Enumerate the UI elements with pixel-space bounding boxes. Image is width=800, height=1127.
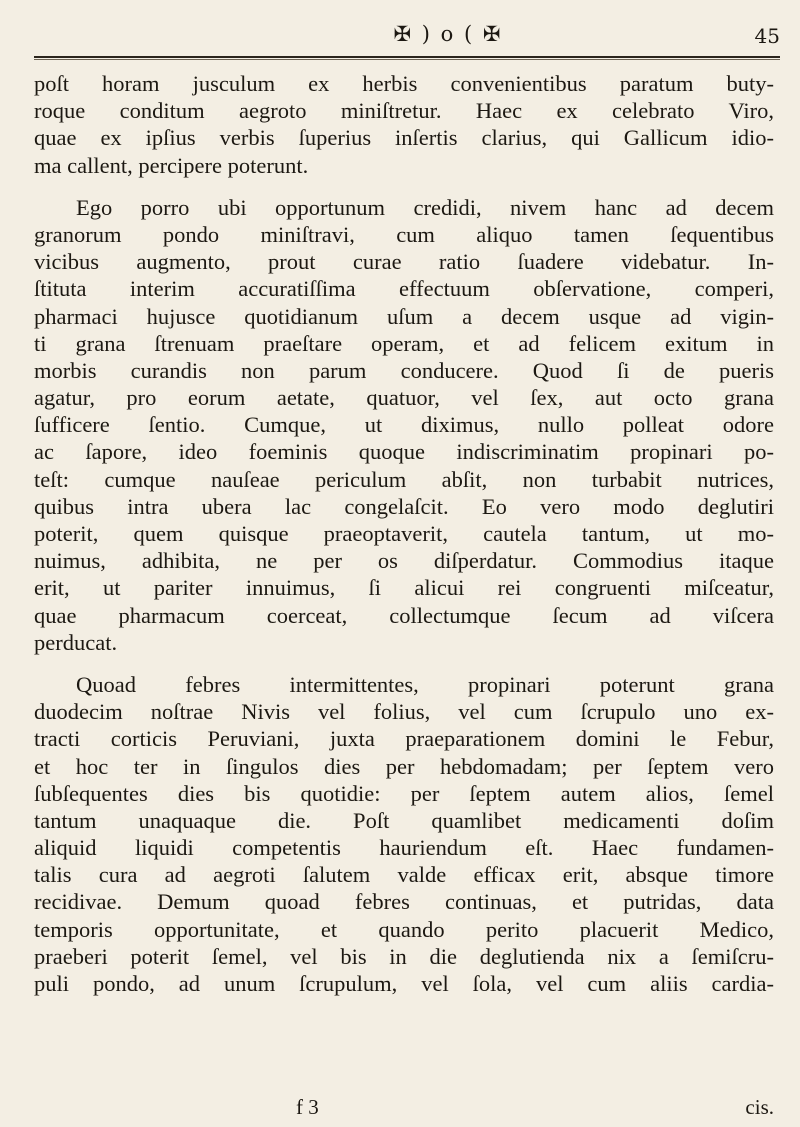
paragraph-1 [34, 70, 774, 179]
text-line: Quoad febres intermittentes, propinari poterunt grana [76, 671, 774, 697]
text-line: ſubſequentes dies bis quotidie: per ſeptem autem alios, ſemel [34, 780, 774, 806]
header-ornament: ✠ ) o ( ✠ [393, 22, 503, 46]
text-line: ſtituta interim accuratiſſima effectuum obſervatione, comperi, [34, 276, 774, 302]
text-line: Ego porro ubi opportunum credidi, nivem hanc ad decem [76, 194, 774, 220]
text-line: et hoc ter in ſingulos dies per hebdomadam; per ſeptem vero [34, 753, 774, 779]
text-line: talis cura ad aegroti ſalutem valde efficax erit, absque timore [34, 862, 774, 888]
text-line: erit, ut pariter innuimus, ſi alicui rei congruenti miſceatur, [34, 575, 774, 601]
page-number: 45 [754, 24, 780, 48]
text-line: tracti corticis Peruviani, juxta praeparationem domini le Febur, [34, 726, 774, 752]
text-line: quae ex ipſius verbis ſuperius inſertis clarius, qui Gallicum idio- [34, 125, 774, 151]
text-line: praeberi poterit ſemel, vel bis in die deglutienda nix a ſemiſcru- [34, 943, 774, 969]
text-line: quibus intra ubera lac congelaſcit. Eo vero modo deglutiri [34, 493, 774, 519]
text-line: ſufficere ſentio. Cumque, ut diximus, nullo polleat odore [34, 412, 774, 438]
text-line: recidivae. Demum quoad febres continuas, et putridas, data [34, 889, 774, 915]
text-line: duodecim noſtrae Nivis vel folius, vel cum ſcrupulo uno ex- [34, 699, 774, 725]
text-line: nuimus, adhibita, ne per os diſperdatur. Commodius itaque [34, 548, 774, 574]
text-line: ac ſapore, ideo foeminis quoque indiscriminatim propinari po- [34, 439, 774, 465]
text-line: aliquid liquidi competentis hauriendum eſt. Haec fundamen- [34, 835, 774, 861]
text-line: poterit, quem quisque praeoptaverit, cautela tantum, ut mo- [34, 521, 774, 546]
paragraph-2 [34, 194, 774, 656]
text-line: ma callent, percipere poterunt. [34, 152, 309, 178]
text-line: agatur, pro eorum aetate, quatuor, vel ſex, aut octo grana [34, 385, 774, 411]
signature-mark: f 3 [296, 1095, 319, 1119]
text-line: temporis opportunitate, et quando perito placuerit Medico, [34, 916, 774, 942]
page-footer [34, 1095, 774, 1123]
body-text [34, 70, 774, 997]
text-line: poſt horam jusculum ex herbis convenientibus paratum buty- [34, 71, 774, 96]
text-line: vicibus augmento, prout curae ratio ſuadere videbatur. In- [34, 249, 774, 275]
text-line: ti grana ſtrenuam praeſtare operam, et ad felicem exitum in [34, 330, 774, 356]
text-line: morbis curandis non parum conducere. Quod ſi de pueris [34, 357, 774, 383]
text-line: roque conditum aegroto miniſtretur. Haec ex celebrato Viro, [34, 98, 774, 124]
text-line: puli pondo, ad unum ſcrupulum, vel ſola, vel cum aliis cardia- [34, 971, 774, 996]
catchword: cis. [745, 1095, 774, 1119]
text-line: pharmaci hujusce quotidianum uſum a decem usque ad vigin- [34, 303, 774, 329]
running-header [28, 22, 780, 62]
paragraph-3 [34, 671, 774, 997]
text-line: quae pharmacum coerceat, collectumque ſecum ad viſcera [34, 602, 774, 628]
text-line: teſt: cumque nauſeae periculum abſit, non turbabit nutrices, [34, 466, 774, 492]
text-line: tantum unaquaque die. Poſt quamlibet medicamenti doſim [34, 807, 774, 833]
header-rule [34, 56, 780, 60]
text-line: perducat. [34, 629, 118, 655]
text-line: granorum pondo miniſtravi, cum aliquo tamen ſequentibus [34, 221, 774, 247]
